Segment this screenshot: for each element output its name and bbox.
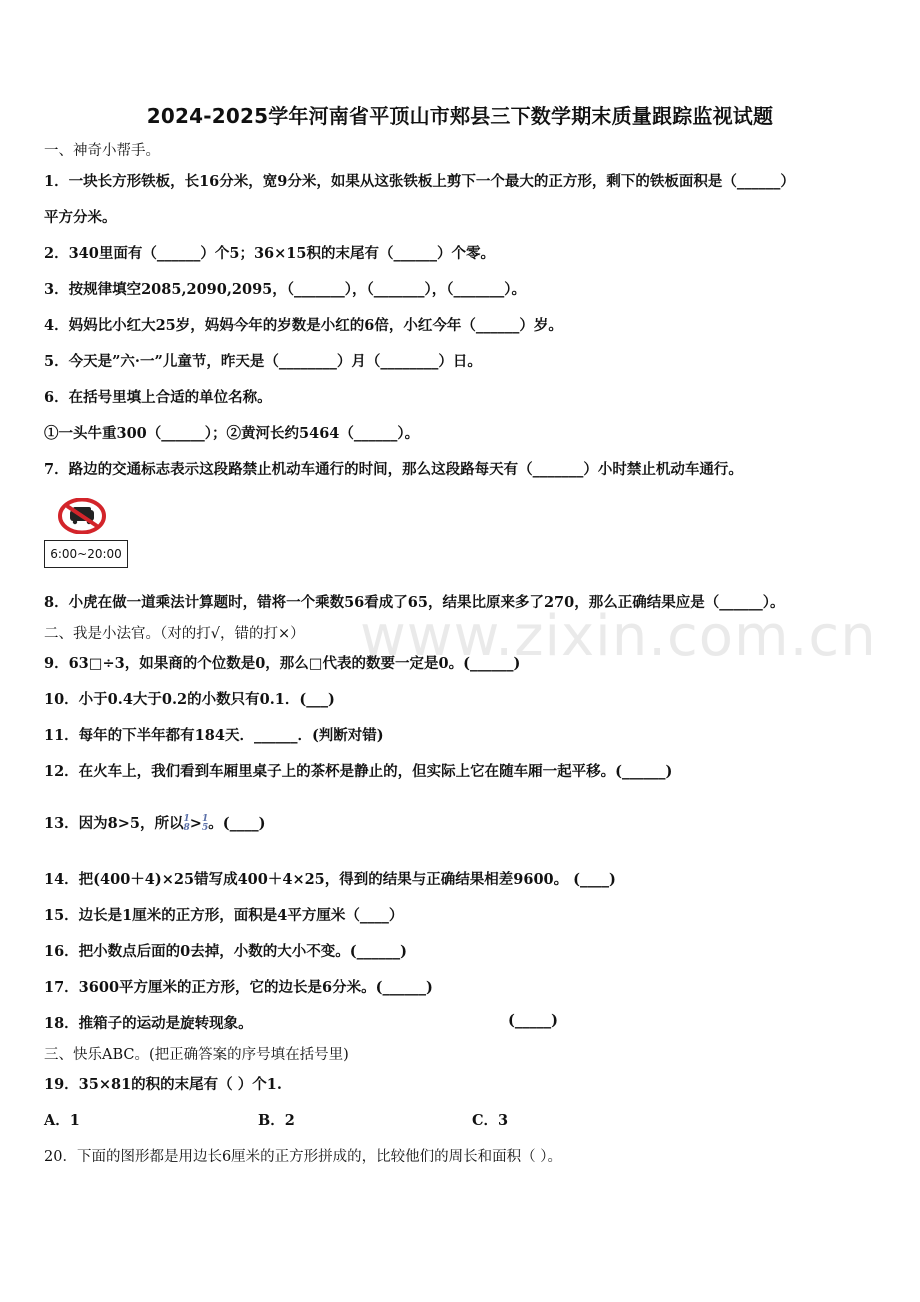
question-19: 19．35×81的积的末尾有（ ）个1. [44, 1076, 282, 1093]
option-a: A．1 [44, 1112, 80, 1129]
page-title: 2024-2025学年河南省平顶山市郏县三下数学期末质量跟踪监视试题 [146, 104, 774, 128]
question-9: 9．63□÷3，如果商的个位数是0，那么□代表的数要一定是0。(______) [44, 655, 521, 672]
fraction-numerator: 1 [183, 814, 190, 824]
question-3: 3．按规律填空2085,2090,2095，（_______），（_______），（_______）。 [44, 281, 527, 298]
question-13-text: 13．因为8>5，所以 [44, 815, 184, 832]
question-1-cont: 平方分米。 [44, 209, 117, 226]
question-5: 5．今天是”六·一”儿童节，昨天是（________）月（________）日。 [44, 353, 482, 370]
question-4: 4．妈妈比小红大25岁，妈妈今年的岁数是小红的6倍，小红今年（______）岁。 [44, 317, 563, 334]
fraction-denominator: 5 [201, 823, 209, 833]
no-vehicle-icon [58, 498, 106, 534]
option-b: B．2 [258, 1112, 295, 1129]
question-18-blank: (_____) [508, 1012, 558, 1029]
section-heading-1: 一、神奇小帮手。 [44, 143, 160, 159]
question-2: 2．340里面有（______）个5；36×15积的末尾有（______）个零。 [44, 245, 495, 262]
greater-than: > [189, 815, 202, 832]
question-15: 15．边长是1厘米的正方形，面积是4平方厘米（____） [44, 907, 404, 924]
question-12: 12．在火车上，我们看到车厢里桌子上的茶杯是静止的，但实际上它在随车厢一起平移。(______) [44, 763, 673, 780]
watermark: www.zixin.com.cn [360, 604, 877, 669]
fraction-numerator: 1 [201, 814, 209, 824]
question-6-parts: ①一头牛重300（______）；②黄河长约5464（______）。 [44, 425, 420, 442]
fraction-denominator: 8 [183, 823, 190, 833]
question-17: 17．3600平方厘米的正方形，它的边长是6分米。(______) [44, 979, 433, 996]
question-20: 20．下面的图形都是用边长6厘米的正方形拼成的，比较他们的周长和面积（ ）。 [44, 1149, 563, 1165]
question-8: 8．小虎在做一道乘法计算题时，错将一个乘数56看成了65，结果比原来多了270，那么正确结果应是（______）。 [44, 594, 785, 611]
traffic-sign [44, 498, 128, 568]
question-14: 14．把(400＋4)×25错写成400＋4×25，得到的结果与正确结果相差9600。 (____) [44, 871, 616, 888]
option-c: C．3 [472, 1112, 509, 1129]
section-heading-3: 三、快乐ABC。(把正确答案的序号填在括号里) [44, 1047, 349, 1063]
sign-time-label: 6:00~20:00 [44, 540, 128, 568]
question-7: 7．路边的交通标志表示这段路禁止机动车通行的时间，那么这段路每天有（_______）小时禁止机动车通行。 [44, 461, 743, 478]
question-18: 18．推箱子的运动是旋转现象。 [44, 1015, 253, 1032]
question-16: 16．把小数点后面的0去掉，小数的大小不变。(______) [44, 943, 407, 960]
question-10: 10．小于0.4大于0.2的小数只有0.1．(___) [44, 691, 335, 708]
question-13-blank: 。(____) [208, 815, 266, 832]
question-13 [44, 812, 265, 833]
section-heading-2: 二、我是小法官。（对的打√，错的打×） [44, 626, 305, 642]
question-6: 6．在括号里填上合适的单位名称。 [44, 389, 272, 406]
question-1: 1．一块长方形铁板，长16分米，宽9分米，如果从这张铁板上剪下一个最大的正方形，剩下的铁板面积是（______） [44, 173, 795, 190]
question-11: 11．每年的下半年都有184天．______．(判断对错) [44, 727, 384, 744]
